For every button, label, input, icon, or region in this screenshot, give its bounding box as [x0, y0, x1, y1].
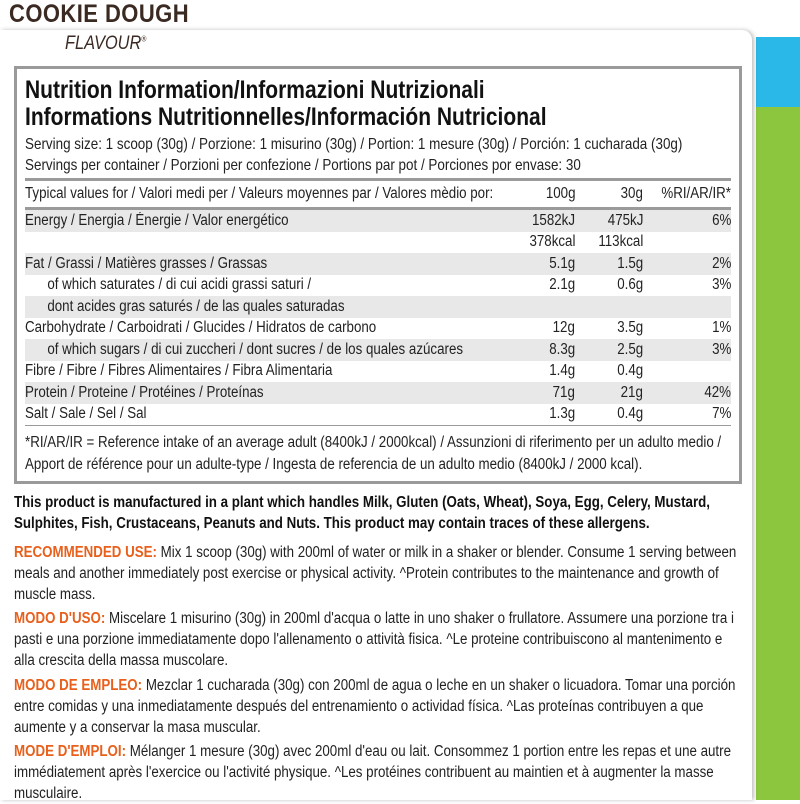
nutrient-name-cell [25, 232, 495, 254]
reference-intake: 3% [711, 276, 731, 294]
value-per-serving-cell [575, 339, 643, 361]
value-per-serving: 3.5g [617, 319, 643, 337]
table-bottom-divider [25, 425, 731, 426]
flavour-title: COOKIE DOUGH [9, 0, 190, 28]
usage-fr-text: Mélanger 1 mesure (30g) avec 200ml d'eau ou lait. Consommez 1 portion entre les repas et une autre immédiatement après l'exercice ou l'activité physique. ^Les protéines contribuent au maintien et à augmenter la masse musculaire. [14, 743, 731, 802]
nutrient-row [25, 361, 731, 383]
nutrient-row [25, 339, 731, 361]
usage-en [14, 542, 743, 605]
value-per-100g: 1.4g [549, 362, 575, 380]
value-per-serving: 0.4g [617, 362, 643, 380]
header-30g: 30g [620, 185, 643, 202]
value-per-serving-cell [575, 275, 643, 297]
value-per-serving: 475kJ [607, 211, 643, 229]
nutrition-table [25, 181, 731, 425]
value-per-serving-cell [575, 382, 643, 404]
nutrient-name-cell [25, 275, 495, 297]
nutrient-name: of which sugars / di cui zuccheri / dont sucres / de los quales azúcares [47, 340, 464, 358]
usage-en-label: RECOMMENDED USE: [14, 544, 157, 561]
nutrient-name-cell [25, 404, 495, 426]
nutrition-title-line2: Informations Nutritionnelles/Información Nutricional [25, 103, 547, 131]
flavour-subtitle-text: FLAVOUR [65, 33, 142, 54]
green-decor-stripe [756, 107, 800, 800]
nutrient-name: Carbohydrate / Carboidrati / Glucides / Hidratos de carbono [25, 319, 377, 337]
header-30g-cell [575, 181, 643, 207]
usage-en-text: Mix 1 scoop (30g) with 200ml of water or milk in a shaker or blender. Consume 1 serving between meals and another immediately post exercise or physical activity. ^Protein contributes to the maintenance and growth of muscle mass. [14, 544, 737, 603]
value-per-100g: 378kcal [529, 233, 575, 251]
nutrient-name-cell [25, 210, 495, 232]
allergen-statement: This product is manufactured in a plant which handles Milk, Gluten (Oats, Wheat), Soya, Egg, Celery, Mustard, Sulphites, Fish, Crustaceans, Peanuts and Nuts. This product may contain traces of these allergens. [14, 494, 710, 532]
nutrient-name: Protein / Proteine / Protéines / Proteínas [25, 383, 264, 401]
value-per-100g-cell [495, 253, 575, 275]
value-per-100g: 2.1g [549, 276, 575, 294]
reference-intake: 6% [711, 211, 731, 229]
value-per-100g: 1582kJ [532, 211, 575, 229]
reference-intake-cell [643, 232, 731, 254]
nutrient-name: dont acides gras saturés / de las quales saturadas [47, 297, 345, 315]
usage-es-text: Mezclar 1 cucharada (30g) con 200ml de agua o leche en un shaker o licuadora. Tomar una porción entre comidas y una inmediatamente después del entrenamiento o actividad física. ^Las proteínas contribuyen a que aumente y a conservar la masa muscular. [14, 677, 736, 736]
flavour-subtitle [65, 33, 146, 55]
nutrient-name-cell [25, 382, 495, 404]
value-per-serving-cell [575, 318, 643, 340]
reference-intake-cell [643, 210, 731, 232]
value-per-100g-cell [495, 275, 575, 297]
value-per-100g: 71g [552, 383, 575, 401]
nutrient-row [25, 210, 731, 232]
value-per-serving-cell [575, 296, 643, 318]
value-per-serving: 2.5g [617, 340, 643, 358]
value-per-100g-cell [495, 296, 575, 318]
usage-fr [14, 741, 743, 804]
nutrient-row [25, 318, 731, 340]
value-per-serving: 113kcal [598, 233, 643, 251]
value-per-serving: 1.5g [617, 254, 643, 272]
nutrition-table-body [25, 181, 731, 425]
nutrient-row [25, 275, 731, 297]
value-per-100g-cell [495, 382, 575, 404]
value-per-serving-cell [575, 232, 643, 254]
reference-intake-cell [643, 404, 731, 426]
value-per-100g-cell [495, 339, 575, 361]
reference-intake: 42% [704, 383, 731, 401]
value-per-100g: 5.1g [549, 254, 575, 272]
nutrient-name-cell [25, 339, 495, 361]
reference-intake: 2% [711, 254, 731, 272]
reference-intake-cell [643, 339, 731, 361]
usage-es-label: MODO DE EMPLEO: [14, 677, 143, 694]
header-ri-cell [643, 181, 731, 207]
reference-intake: 1% [711, 319, 731, 337]
reference-intake: 3% [711, 340, 731, 358]
nutrient-name-cell [25, 318, 495, 340]
value-per-serving: 0.4g [617, 405, 643, 423]
reference-intake-cell [643, 382, 731, 404]
reference-intake-cell [643, 361, 731, 383]
nutrition-title-line1: Nutrition Information/Informazioni Nutrizionali [25, 76, 485, 104]
value-per-100g: 8.3g [549, 340, 575, 358]
nutrient-row [25, 404, 731, 426]
serving-size: Serving size: 1 scoop (30g) / Porzione: 1 misurino (30g) / Portion: 1 mesure (30g) / Porción: 1 cucharada (30g) [25, 136, 683, 153]
nutrient-name-cell [25, 361, 495, 383]
nutrient-row [25, 232, 731, 254]
value-per-serving-cell [575, 361, 643, 383]
reference-intake-cell [643, 318, 731, 340]
nutrient-row [25, 382, 731, 404]
value-per-serving-cell [575, 404, 643, 426]
nutrient-name-cell [25, 296, 495, 318]
cyan-decor-stripe [756, 37, 800, 107]
nutrient-name: of which saturates / di cui acidi grassi saturi / [47, 276, 312, 294]
value-per-serving-cell [575, 253, 643, 275]
nutrient-name: Fat / Grassi / Matières grasses / Grassas [25, 254, 268, 272]
reference-intake-cell [643, 296, 731, 318]
nutrient-row [25, 296, 731, 318]
value-per-100g-cell [495, 232, 575, 254]
usage-fr-label: MODE D'EMPLOI: [14, 743, 127, 760]
usage-it [14, 608, 743, 671]
value-per-100g-cell [495, 318, 575, 340]
table-header-row [25, 181, 731, 207]
registered-mark: ® [141, 34, 147, 44]
nutrient-name: Energy / Energia / Énergie / Valor energético [25, 211, 289, 229]
value-per-100g-cell [495, 404, 575, 426]
value-per-100g-cell [495, 210, 575, 232]
nutrient-name: Salt / Sale / Sel / Sal [25, 405, 147, 423]
nutrient-row [25, 253, 731, 275]
nutrient-name-cell [25, 253, 495, 275]
header-100g-cell [495, 181, 575, 207]
header-ri: %RI/AR/IR* [661, 185, 731, 202]
value-per-100g: 1.3g [549, 405, 575, 423]
value-per-serving: 21g [620, 383, 643, 401]
header-label: Typical values for / Valori medi per / Valeurs moyennes par / Valores mèdio por: [25, 185, 494, 202]
ri-footnote: *RI/AR/IR = Reference intake of an average adult (8400kJ / 2000kcal) / Assunzioni di riferimento per un adulto medio / Apport de référence pour un adulte-type / Ingesta de referencia de un adulto medio (8400kJ / 2000 kcal). [25, 434, 722, 473]
reference-intake: 7% [711, 405, 731, 423]
value-per-serving-cell [575, 210, 643, 232]
header-label-cell [25, 181, 495, 207]
usage-it-label: MODO D'USO: [14, 610, 106, 627]
servings-per-container: Servings per container / Porzioni per confezione / Portions par pot / Porciones por envase: 30 [25, 157, 581, 174]
value-per-100g-cell [495, 361, 575, 383]
nutrient-name: Fibre / Fibre / Fibres Alimentaires / Fibra Alimentaria [25, 362, 333, 380]
usage-it-text: Miscelare 1 misurino (30g) in 200ml d'acqua o latte in uno shaker o frullatore. Assumere una porzione tra i pasti e una porzione immediatamente dopo l'allenamento o attività fisica. ^Le proteine contribuiscono al mantenimento e alla crescita della massa muscolare. [14, 610, 734, 669]
value-per-serving: 0.6g [617, 276, 643, 294]
reference-intake-cell [643, 275, 731, 297]
nutrition-panel [14, 66, 742, 484]
usage-es [14, 675, 743, 738]
reference-intake-cell [643, 253, 731, 275]
nutrition-panel-inner [25, 77, 731, 476]
header-100g: 100g [545, 185, 575, 202]
value-per-100g: 12g [552, 319, 575, 337]
